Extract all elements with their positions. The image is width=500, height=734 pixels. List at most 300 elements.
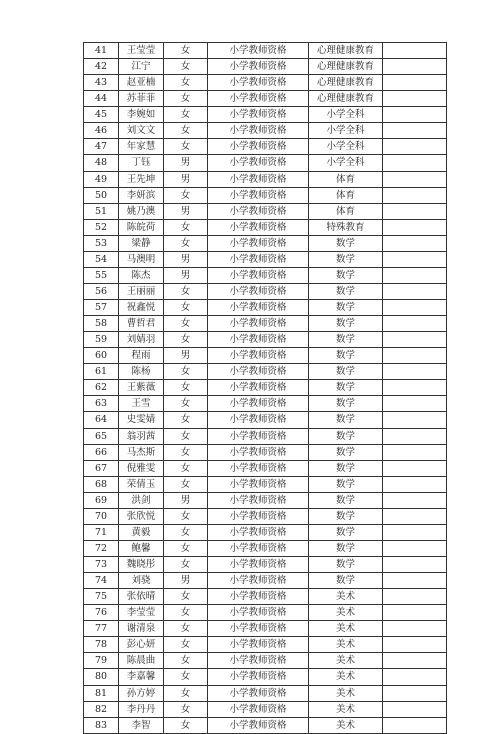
subject-cell: 数学 — [309, 444, 383, 460]
table-row — [84, 139, 447, 155]
qualification-cell: 小学教师资格 — [208, 669, 309, 685]
remark-cell — [383, 91, 447, 107]
name-cell: 黄毅 — [119, 524, 164, 540]
table-row — [84, 685, 447, 701]
remark-cell — [383, 717, 447, 733]
gender-cell: 女 — [164, 364, 208, 380]
subject-cell: 数学 — [309, 396, 383, 412]
remark-cell — [383, 139, 447, 155]
qualification-cell: 小学教师资格 — [208, 155, 309, 171]
row-number-cell: 43 — [84, 75, 119, 91]
row-number-cell: 79 — [84, 653, 119, 669]
name-cell: 年家慧 — [119, 139, 164, 155]
row-number-cell: 50 — [84, 187, 119, 203]
name-cell: 孙方婷 — [119, 685, 164, 701]
qualification-cell: 小学教师资格 — [208, 605, 309, 621]
row-number-cell: 61 — [84, 364, 119, 380]
remark-cell — [383, 43, 447, 59]
qualification-cell: 小学教师资格 — [208, 492, 309, 508]
row-number-cell: 49 — [84, 171, 119, 187]
row-number-cell: 69 — [84, 492, 119, 508]
gender-cell: 女 — [164, 43, 208, 59]
subject-cell: 数学 — [309, 508, 383, 524]
subject-cell: 数学 — [309, 267, 383, 283]
name-cell: 陈晨曲 — [119, 653, 164, 669]
qualification-cell: 小学教师资格 — [208, 75, 309, 91]
qualification-cell: 小学教师资格 — [208, 300, 309, 316]
subject-cell: 体育 — [309, 171, 383, 187]
qualification-cell: 小学教师资格 — [208, 428, 309, 444]
remark-cell — [383, 396, 447, 412]
table-row — [84, 123, 447, 139]
qualification-cell: 小学教师资格 — [208, 476, 309, 492]
name-cell: 江宁 — [119, 59, 164, 75]
name-cell: 姚乃澳 — [119, 203, 164, 219]
table-row — [84, 267, 447, 283]
table-row — [84, 508, 447, 524]
table-row — [84, 492, 447, 508]
qualification-cell: 小学教师资格 — [208, 396, 309, 412]
gender-cell: 女 — [164, 524, 208, 540]
name-cell: 李丹丹 — [119, 701, 164, 717]
table-row — [84, 332, 447, 348]
gender-cell: 男 — [164, 251, 208, 267]
remark-cell — [383, 589, 447, 605]
remark-cell — [383, 685, 447, 701]
subject-cell: 美术 — [309, 701, 383, 717]
qualification-cell: 小学教师资格 — [208, 316, 309, 332]
gender-cell: 男 — [164, 267, 208, 283]
subject-cell: 美术 — [309, 621, 383, 637]
gender-cell: 女 — [164, 91, 208, 107]
gender-cell: 女 — [164, 508, 208, 524]
row-number-cell: 63 — [84, 396, 119, 412]
table-row — [84, 396, 447, 412]
table-row — [84, 283, 447, 299]
name-cell: 谢清泉 — [119, 621, 164, 637]
table-row — [84, 59, 447, 75]
remark-cell — [383, 187, 447, 203]
subject-cell: 心理健康教育 — [309, 75, 383, 91]
name-cell: 翁羽茜 — [119, 428, 164, 444]
subject-cell: 数学 — [309, 524, 383, 540]
subject-cell: 美术 — [309, 685, 383, 701]
table-row — [84, 669, 447, 685]
gender-cell: 女 — [164, 75, 208, 91]
row-number-cell: 60 — [84, 348, 119, 364]
subject-cell: 美术 — [309, 669, 383, 685]
row-number-cell: 56 — [84, 283, 119, 299]
row-number-cell: 71 — [84, 524, 119, 540]
name-cell: 刘骁 — [119, 573, 164, 589]
qualification-cell: 小学教师资格 — [208, 267, 309, 283]
qualification-cell: 小学教师资格 — [208, 589, 309, 605]
remark-cell — [383, 669, 447, 685]
gender-cell: 女 — [164, 412, 208, 428]
qualification-cell: 小学教师资格 — [208, 91, 309, 107]
remark-cell — [383, 524, 447, 540]
table-row — [84, 428, 447, 444]
row-number-cell: 66 — [84, 444, 119, 460]
remark-cell — [383, 476, 447, 492]
subject-cell: 美术 — [309, 605, 383, 621]
row-number-cell: 59 — [84, 332, 119, 348]
subject-cell: 数学 — [309, 573, 383, 589]
qualification-cell: 小学教师资格 — [208, 524, 309, 540]
gender-cell: 女 — [164, 380, 208, 396]
gender-cell: 女 — [164, 476, 208, 492]
qualification-cell: 小学教师资格 — [208, 59, 309, 75]
row-number-cell: 80 — [84, 669, 119, 685]
gender-cell: 女 — [164, 557, 208, 573]
name-cell: 李莹莹 — [119, 605, 164, 621]
remark-cell — [383, 428, 447, 444]
row-number-cell: 67 — [84, 460, 119, 476]
gender-cell: 女 — [164, 187, 208, 203]
roster-table-body — [84, 43, 447, 734]
row-number-cell: 53 — [84, 235, 119, 251]
remark-cell — [383, 492, 447, 508]
name-cell: 王莹莹 — [119, 43, 164, 59]
remark-cell — [383, 508, 447, 524]
gender-cell: 女 — [164, 460, 208, 476]
row-number-cell: 41 — [84, 43, 119, 59]
row-number-cell: 78 — [84, 637, 119, 653]
row-number-cell: 82 — [84, 701, 119, 717]
qualification-cell: 小学教师资格 — [208, 685, 309, 701]
gender-cell: 男 — [164, 155, 208, 171]
name-cell: 祝鑫悦 — [119, 300, 164, 316]
remark-cell — [383, 75, 447, 91]
gender-cell: 女 — [164, 605, 208, 621]
qualification-cell: 小学教师资格 — [208, 701, 309, 717]
gender-cell: 女 — [164, 621, 208, 637]
row-number-cell: 81 — [84, 685, 119, 701]
table-row — [84, 380, 447, 396]
subject-cell: 数学 — [309, 476, 383, 492]
row-number-cell: 57 — [84, 300, 119, 316]
remark-cell — [383, 283, 447, 299]
table-row — [84, 107, 447, 123]
qualification-cell: 小学教师资格 — [208, 444, 309, 460]
row-number-cell: 68 — [84, 476, 119, 492]
remark-cell — [383, 203, 447, 219]
table-row — [84, 701, 447, 717]
subject-cell: 数学 — [309, 348, 383, 364]
gender-cell: 女 — [164, 59, 208, 75]
subject-cell: 数学 — [309, 540, 383, 556]
subject-cell: 美术 — [309, 589, 383, 605]
remark-cell — [383, 412, 447, 428]
row-number-cell: 76 — [84, 605, 119, 621]
qualification-cell: 小学教师资格 — [208, 717, 309, 733]
gender-cell: 男 — [164, 573, 208, 589]
row-number-cell: 72 — [84, 540, 119, 556]
qualification-cell: 小学教师资格 — [208, 460, 309, 476]
subject-cell: 小学全科 — [309, 107, 383, 123]
name-cell: 马澳明 — [119, 251, 164, 267]
qualification-cell: 小学教师资格 — [208, 621, 309, 637]
subject-cell: 小学全科 — [309, 123, 383, 139]
remark-cell — [383, 59, 447, 75]
row-number-cell: 64 — [84, 412, 119, 428]
subject-cell: 数学 — [309, 460, 383, 476]
name-cell: 陈杰 — [119, 267, 164, 283]
row-number-cell: 47 — [84, 139, 119, 155]
name-cell: 李妍滨 — [119, 187, 164, 203]
remark-cell — [383, 107, 447, 123]
name-cell: 鲍馨 — [119, 540, 164, 556]
gender-cell: 女 — [164, 444, 208, 460]
row-number-cell: 62 — [84, 380, 119, 396]
name-cell: 王紫薇 — [119, 380, 164, 396]
name-cell: 赵亚楠 — [119, 75, 164, 91]
subject-cell: 心理健康教育 — [309, 91, 383, 107]
gender-cell: 女 — [164, 219, 208, 235]
remark-cell — [383, 267, 447, 283]
table-row — [84, 621, 447, 637]
name-cell: 魏晓彤 — [119, 557, 164, 573]
remark-cell — [383, 605, 447, 621]
table-row — [84, 573, 447, 589]
name-cell: 李嘉馨 — [119, 669, 164, 685]
table-row — [84, 251, 447, 267]
qualification-cell: 小学教师资格 — [208, 557, 309, 573]
subject-cell: 美术 — [309, 637, 383, 653]
qualification-cell: 小学教师资格 — [208, 573, 309, 589]
name-cell: 梁静 — [119, 235, 164, 251]
subject-cell: 体育 — [309, 203, 383, 219]
table-row — [84, 637, 447, 653]
table-row — [84, 75, 447, 91]
remark-cell — [383, 621, 447, 637]
name-cell: 丁钰 — [119, 155, 164, 171]
name-cell: 倪雅雯 — [119, 460, 164, 476]
gender-cell: 女 — [164, 300, 208, 316]
subject-cell: 数学 — [309, 364, 383, 380]
row-number-cell: 83 — [84, 717, 119, 733]
name-cell: 李智 — [119, 717, 164, 733]
row-number-cell: 65 — [84, 428, 119, 444]
qualification-cell: 小学教师资格 — [208, 139, 309, 155]
subject-cell: 心理健康教育 — [309, 43, 383, 59]
remark-cell — [383, 701, 447, 717]
remark-cell — [383, 444, 447, 460]
subject-cell: 数学 — [309, 300, 383, 316]
table-row — [84, 300, 447, 316]
table-row — [84, 155, 447, 171]
row-number-cell: 75 — [84, 589, 119, 605]
name-cell: 程雨 — [119, 348, 164, 364]
remark-cell — [383, 557, 447, 573]
table-row — [84, 605, 447, 621]
qualification-cell: 小学教师资格 — [208, 637, 309, 653]
subject-cell: 小学全科 — [309, 139, 383, 155]
qualification-cell: 小学教师资格 — [208, 332, 309, 348]
name-cell: 洪剑 — [119, 492, 164, 508]
remark-cell — [383, 332, 447, 348]
table-row — [84, 43, 447, 59]
table-row — [84, 589, 447, 605]
remark-cell — [383, 653, 447, 669]
remark-cell — [383, 251, 447, 267]
gender-cell: 女 — [164, 428, 208, 444]
gender-cell: 女 — [164, 235, 208, 251]
gender-cell: 女 — [164, 540, 208, 556]
qualification-cell: 小学教师资格 — [208, 187, 309, 203]
subject-cell: 数学 — [309, 492, 383, 508]
qualification-cell: 小学教师资格 — [208, 219, 309, 235]
subject-cell: 数学 — [309, 251, 383, 267]
gender-cell: 女 — [164, 717, 208, 733]
name-cell: 陈杨 — [119, 364, 164, 380]
row-number-cell: 58 — [84, 316, 119, 332]
qualification-cell: 小学教师资格 — [208, 43, 309, 59]
subject-cell: 数学 — [309, 557, 383, 573]
subject-cell: 数学 — [309, 412, 383, 428]
row-number-cell: 42 — [84, 59, 119, 75]
gender-cell: 女 — [164, 283, 208, 299]
qualification-cell: 小学教师资格 — [208, 540, 309, 556]
subject-cell: 数学 — [309, 380, 383, 396]
table-row — [84, 203, 447, 219]
qualification-cell: 小学教师资格 — [208, 380, 309, 396]
remark-cell — [383, 364, 447, 380]
remark-cell — [383, 235, 447, 251]
row-number-cell: 54 — [84, 251, 119, 267]
row-number-cell: 73 — [84, 557, 119, 573]
name-cell: 刘婧羽 — [119, 332, 164, 348]
table-row — [84, 219, 447, 235]
qualification-cell: 小学教师资格 — [208, 653, 309, 669]
remark-cell — [383, 219, 447, 235]
table-row — [84, 348, 447, 364]
gender-cell: 女 — [164, 396, 208, 412]
qualification-cell: 小学教师资格 — [208, 171, 309, 187]
gender-cell: 女 — [164, 685, 208, 701]
name-cell: 王雪 — [119, 396, 164, 412]
row-number-cell: 52 — [84, 219, 119, 235]
name-cell: 张依晴 — [119, 589, 164, 605]
subject-cell: 数学 — [309, 235, 383, 251]
table-row — [84, 316, 447, 332]
row-number-cell: 70 — [84, 508, 119, 524]
subject-cell: 数学 — [309, 428, 383, 444]
qualification-cell: 小学教师资格 — [208, 412, 309, 428]
gender-cell: 女 — [164, 637, 208, 653]
name-cell: 王丽丽 — [119, 283, 164, 299]
subject-cell: 小学全科 — [309, 155, 383, 171]
subject-cell: 数学 — [309, 316, 383, 332]
qualification-cell: 小学教师资格 — [208, 251, 309, 267]
gender-cell: 女 — [164, 316, 208, 332]
table-row — [84, 460, 447, 476]
gender-cell: 女 — [164, 139, 208, 155]
remark-cell — [383, 155, 447, 171]
gender-cell: 女 — [164, 107, 208, 123]
name-cell: 彭心妍 — [119, 637, 164, 653]
table-row — [84, 653, 447, 669]
qualification-cell: 小学教师资格 — [208, 107, 309, 123]
gender-cell: 女 — [164, 653, 208, 669]
qualification-cell: 小学教师资格 — [208, 283, 309, 299]
table-row — [84, 524, 447, 540]
remark-cell — [383, 348, 447, 364]
row-number-cell: 45 — [84, 107, 119, 123]
remark-cell — [383, 540, 447, 556]
remark-cell — [383, 300, 447, 316]
name-cell: 张欣悦 — [119, 508, 164, 524]
remark-cell — [383, 380, 447, 396]
row-number-cell: 44 — [84, 91, 119, 107]
gender-cell: 女 — [164, 669, 208, 685]
subject-cell: 数学 — [309, 332, 383, 348]
row-number-cell: 77 — [84, 621, 119, 637]
subject-cell: 体育 — [309, 187, 383, 203]
name-cell: 马杰斯 — [119, 444, 164, 460]
gender-cell: 男 — [164, 492, 208, 508]
qualification-cell: 小学教师资格 — [208, 364, 309, 380]
subject-cell: 数学 — [309, 283, 383, 299]
table-row — [84, 412, 447, 428]
table-row — [84, 557, 447, 573]
remark-cell — [383, 573, 447, 589]
subject-cell: 心理健康教育 — [309, 59, 383, 75]
row-number-cell: 74 — [84, 573, 119, 589]
qualification-cell: 小学教师资格 — [208, 235, 309, 251]
table-row — [84, 540, 447, 556]
table-row — [84, 171, 447, 187]
name-cell: 刘文文 — [119, 123, 164, 139]
row-number-cell: 48 — [84, 155, 119, 171]
gender-cell: 男 — [164, 203, 208, 219]
remark-cell — [383, 460, 447, 476]
row-number-cell: 55 — [84, 267, 119, 283]
subject-cell: 美术 — [309, 717, 383, 733]
table-row — [84, 717, 447, 733]
remark-cell — [383, 171, 447, 187]
roster-table — [83, 42, 447, 734]
table-row — [84, 444, 447, 460]
subject-cell: 特殊教育 — [309, 219, 383, 235]
qualification-cell: 小学教师资格 — [208, 203, 309, 219]
name-cell: 荣倩玉 — [119, 476, 164, 492]
table-row — [84, 235, 447, 251]
name-cell: 史雯婧 — [119, 412, 164, 428]
gender-cell: 女 — [164, 123, 208, 139]
gender-cell: 男 — [164, 348, 208, 364]
qualification-cell: 小学教师资格 — [208, 123, 309, 139]
table-row — [84, 476, 447, 492]
gender-cell: 女 — [164, 589, 208, 605]
name-cell: 曹哲君 — [119, 316, 164, 332]
name-cell: 李婉如 — [119, 107, 164, 123]
qualification-cell: 小学教师资格 — [208, 508, 309, 524]
remark-cell — [383, 637, 447, 653]
gender-cell: 男 — [164, 171, 208, 187]
table-row — [84, 187, 447, 203]
subject-cell: 美术 — [309, 653, 383, 669]
gender-cell: 女 — [164, 701, 208, 717]
remark-cell — [383, 123, 447, 139]
table-row — [84, 364, 447, 380]
qualification-cell: 小学教师资格 — [208, 348, 309, 364]
name-cell: 陈皖荷 — [119, 219, 164, 235]
remark-cell — [383, 316, 447, 332]
table-row — [84, 91, 447, 107]
row-number-cell: 51 — [84, 203, 119, 219]
name-cell: 苏菲菲 — [119, 91, 164, 107]
